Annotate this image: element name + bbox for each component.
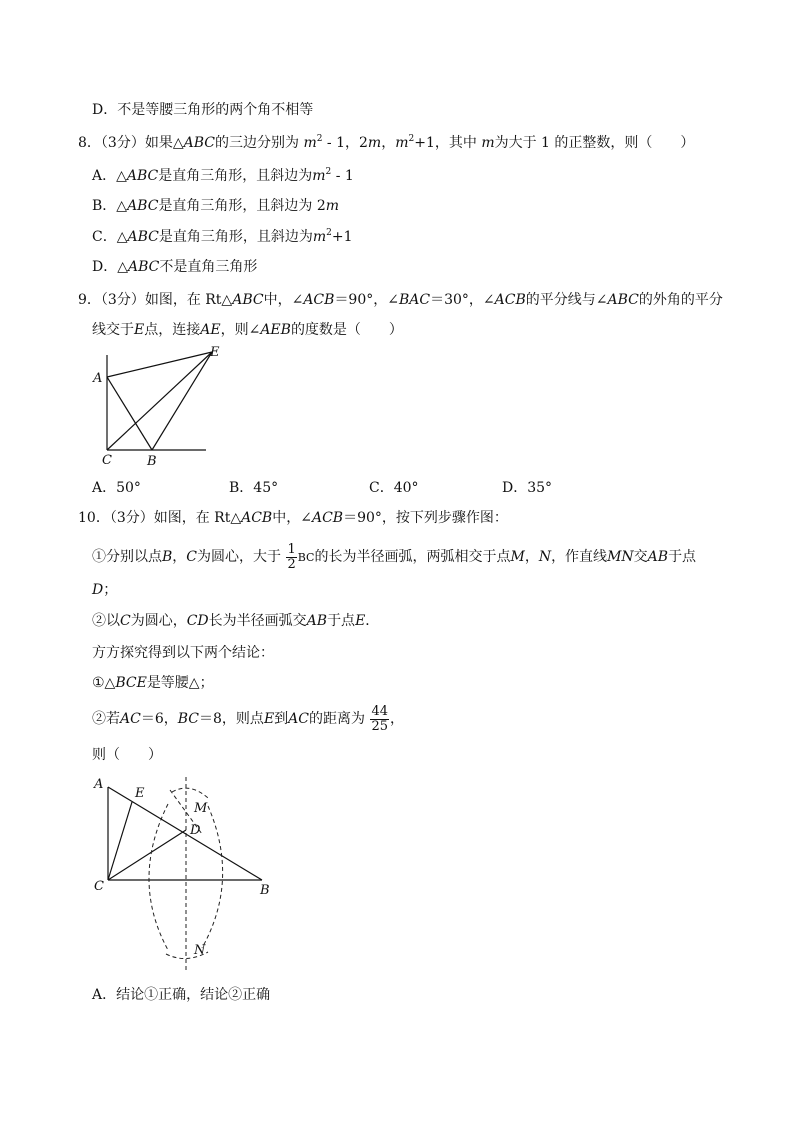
q8-option-c: C．△ABC是直角三角形，且斜边为$m^2+1$ [92, 228, 353, 245]
q10-half-fraction: $\frac{1}{2}$ [287, 541, 296, 572]
q10-then: 则（ ） [92, 747, 162, 763]
q9-figure [90, 340, 220, 470]
q9-label-e: E [210, 345, 220, 360]
q8-option-a: A．△ABC是直角三角形，且斜边为$m^2 - 1$ [92, 167, 354, 184]
q10-stem: 10．（3分）如图，在 Rt△ACB中，∠ACB＝90°，按下列步骤作图： [78, 510, 508, 526]
q9-label-c: C [102, 453, 112, 468]
q10-label-c: C [94, 879, 104, 894]
q10-distance-fraction: $\frac{44}{25}$ [371, 703, 388, 734]
q8-stem: 8．（3分）如果△ABC的三边分别为 $m^2 - 1$，2m，$m^2+1$，其中 m为大于 1 的正整数，则（ ） [78, 134, 695, 151]
q7-option-d: D．不是等腰三角形的两个角不相等 [92, 102, 314, 118]
q10-label-d: D [190, 823, 201, 838]
q10-label-m: M [194, 801, 208, 816]
q8-option-d: D．△ABC不是直角三角形 [92, 259, 258, 275]
q10-step1-line2: D； [92, 582, 118, 598]
q10-figure [90, 772, 290, 972]
q9-stem-line2: 线交于E点，连接AE，则∠AEB的度数是（ ） [92, 322, 403, 338]
q10-label-e: E [135, 786, 145, 801]
q10-conclusion2: ②若AC＝6，BC＝8，则点E到AC的距离为 $\frac{44}{25}$ ， [92, 703, 404, 734]
q10-label-a: A [94, 777, 104, 792]
q9-option-d: D．35° [502, 480, 553, 496]
q9-option-b: B．45° [229, 480, 279, 496]
q10-explore: 方方探究得到以下两个结论： [92, 645, 274, 661]
q9-option-c: C．40° [369, 480, 419, 496]
q10-step1-line1: ①分别以点B，C为圆心，大于 $\frac{1}{2}$ BC的长为半径画弧，两弧相交于点M，N，作直线MN交AB于点 [92, 541, 697, 572]
q10-step2: ②以C为圆心，CD长为半径画弧交AB于点E． [92, 613, 380, 629]
q9-label-a: A [93, 371, 103, 386]
q10-label-b: B [260, 883, 270, 898]
q8-option-b: B．△ABC是直角三角形，且斜边为 2m [92, 198, 340, 214]
q10-conclusion1: ①△BCE是等腰△； [92, 675, 214, 691]
q10-option-a: A．结论①正确，结论②正确 [92, 987, 271, 1003]
q10-label-n: N [194, 943, 206, 958]
q9-option-a: A．50° [92, 480, 141, 496]
q9-label-b: B [147, 454, 157, 469]
q9-stem-line1: 9．（3分）如图，在 Rt△ABC中，∠ACB＝90°，∠BAC＝30°，∠ACB的平分线与∠ABC的外角的平分 [78, 292, 723, 308]
